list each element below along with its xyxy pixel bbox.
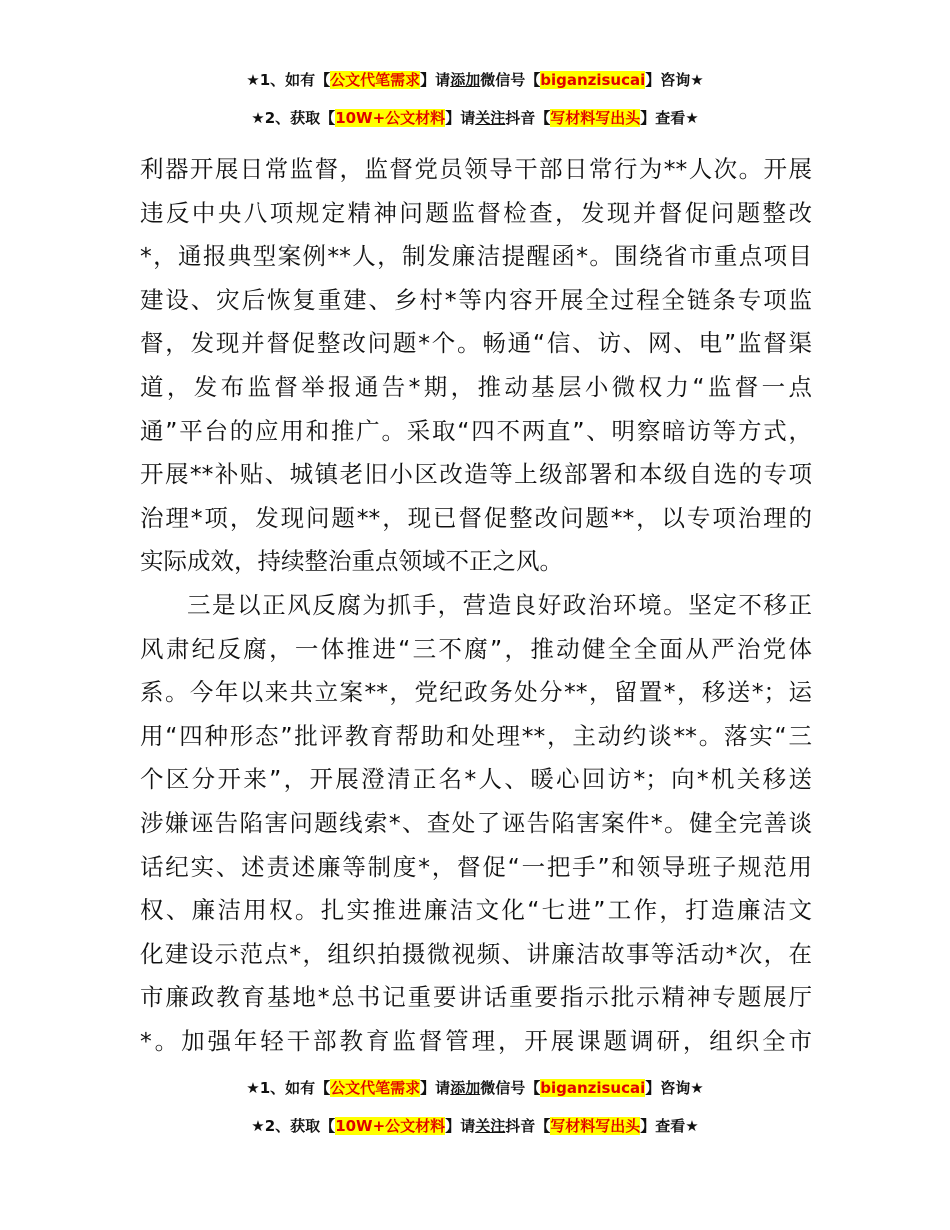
body-line: 权、廉洁用权。扎实推进廉洁文化“七进”工作，打造廉洁文 [140, 896, 812, 925]
body-line: 市廉政教育基地*总书记重要讲话重要指示批示精神专题展厅 [140, 983, 812, 1012]
body-line: *，通报典型案例**人，制发廉洁提醒函*。围绕省市重点项目 [140, 242, 812, 271]
banner-text: ★1、如有【 [246, 1079, 331, 1097]
banner-highlight: 10W+公文材料 [335, 109, 446, 127]
banner-text: 】咨询★ [645, 71, 704, 89]
body-line: 通”平台的应用和推广。采取“四不两直”、明察暗访等方式， [140, 416, 812, 445]
banner-underline: 关注 [475, 1117, 506, 1135]
body-line: 违反中央八项规定精神问题监督检查，发现并督促问题整改 [140, 198, 812, 227]
document-body [140, 148, 812, 1063]
banner-text: 】请 [445, 109, 476, 127]
body-line: 风肃纪反腐，一体推进“三不腐”，推动健全全面从严治党体 [140, 634, 812, 663]
body-line: 开展**补贴、城镇老旧小区改造等上级部署和本级自选的专项 [140, 460, 812, 489]
banner-text: 抖音【 [505, 1117, 551, 1135]
banner-highlight: 10W+公文材料 [335, 1117, 446, 1135]
banner-text: ★2、获取【 [251, 109, 336, 127]
body-line: 实际成效，持续整治重点领域不正之风。 [140, 547, 563, 576]
body-line: 用“四种形态”批评教育帮助和处理**，主动约谈**。落实“三 [140, 721, 812, 750]
banner-text: 抖音【 [505, 109, 551, 127]
banner-text: 】请 [420, 71, 451, 89]
banner-text: ★1、如有【 [246, 71, 331, 89]
header-banner-line-1 [0, 69, 950, 90]
banner-highlight: 公文代笔需求 [330, 71, 421, 89]
banner-text: ★2、获取【 [251, 1117, 336, 1135]
body-line: *。加强年轻干部教育监督管理，开展课题调研，组织全市 [140, 1026, 812, 1055]
banner-underline: 添加 [450, 71, 481, 89]
body-line: 系。今年以来共立案**，党纪政务处分**，留置*，移送*；运 [140, 678, 812, 707]
banner-text: 】咨询★ [645, 1079, 704, 1097]
banner-highlight: 公文代笔需求 [330, 1079, 421, 1097]
banner-highlight: biganzisucai [540, 1079, 646, 1097]
banner-text: 微信号【 [480, 1079, 541, 1097]
body-line: 建设、灾后恢复重建、乡村*等内容开展全过程全链条专项监 [140, 285, 812, 314]
banner-underline: 关注 [475, 109, 506, 127]
banner-text: 】查看★ [640, 109, 699, 127]
body-line: 个区分开来”，开展澄清正名*人、暖心回访*；向*机关移送 [140, 765, 812, 794]
body-line: 督，发现并督促整改问题*个。畅通“信、访、网、电”监督渠 [140, 329, 812, 358]
body-line: 话纪实、述责述廉等制度*，督促“一把手”和领导班子规范用 [140, 852, 812, 881]
banner-underline: 添加 [450, 1079, 481, 1097]
body-line: 治理*项，发现问题**，现已督促整改问题**，以专项治理的 [140, 503, 812, 532]
banner-text: 】请 [445, 1117, 476, 1135]
body-line: 三是以正风反腐为抓手，营造良好政治环境。坚定不移正 [187, 590, 812, 619]
body-line: 道，发布监督举报通告*期，推动基层小微权力“监督一点 [140, 372, 812, 401]
header-banner-line-2 [0, 107, 950, 128]
banner-text: 】请 [420, 1079, 451, 1097]
banner-text: 微信号【 [480, 71, 541, 89]
banner-text: 】查看★ [640, 1117, 699, 1135]
body-line: 化建设示范点*，组织拍摄微视频、讲廉洁故事等活动*次，在 [140, 939, 812, 968]
body-line: 涉嫌诬告陷害问题线索*、查处了诬告陷害案件*。健全完善谈 [140, 808, 812, 837]
banner-highlight: biganzisucai [540, 71, 646, 89]
banner-highlight: 写材料写出头 [550, 1117, 641, 1135]
footer-banner-line-2 [0, 1115, 950, 1136]
banner-highlight: 写材料写出头 [550, 109, 641, 127]
body-line: 利器开展日常监督，监督党员领导干部日常行为**人次。开展 [140, 155, 812, 183]
footer-banner-line-1 [0, 1077, 950, 1098]
